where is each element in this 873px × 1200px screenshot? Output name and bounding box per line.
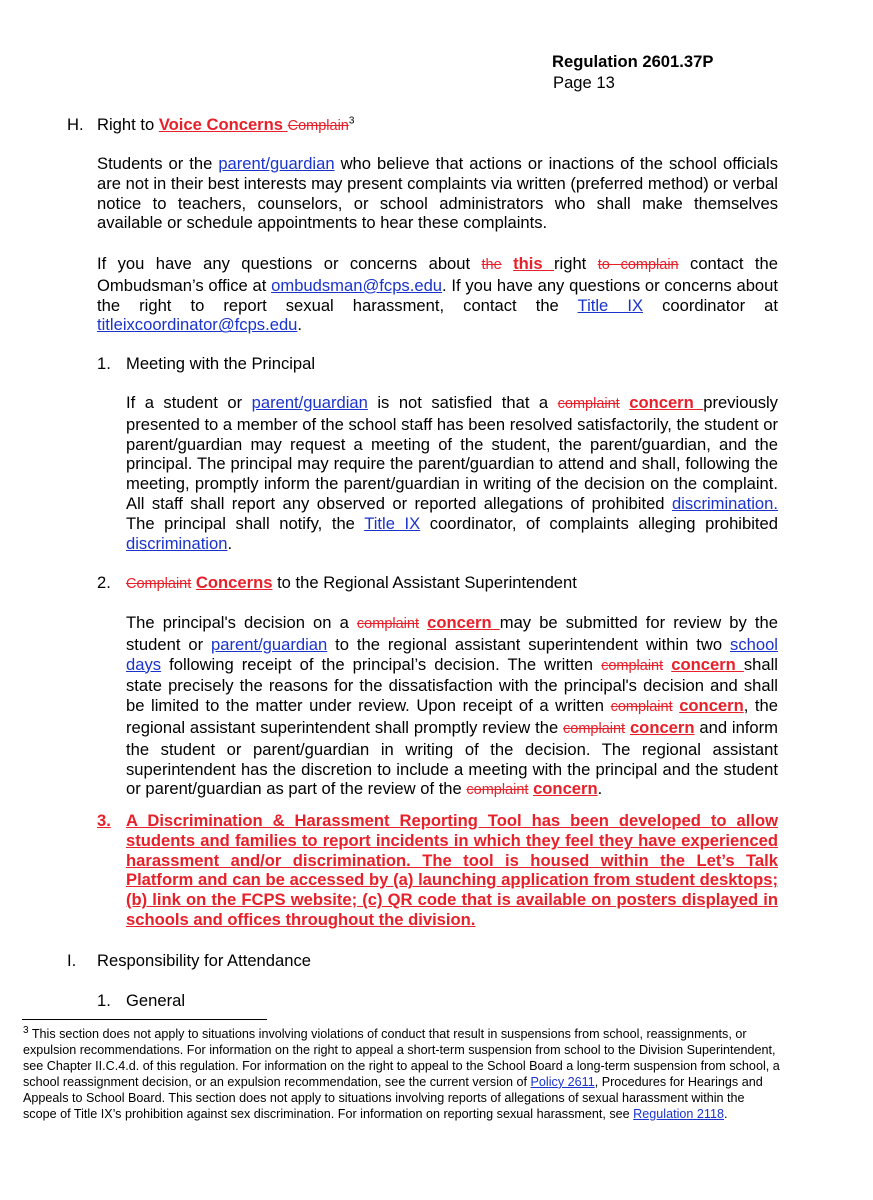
- text: .: [723, 1106, 728, 1121]
- item-2-number: 2.: [97, 573, 111, 592]
- section-i-sub-number: 1.: [97, 991, 111, 1010]
- regulation-number: Regulation 2601.37P: [552, 52, 714, 71]
- page-number: Page 13: [553, 73, 615, 92]
- deleted-text: Complain: [287, 118, 349, 134]
- inserted-text: concern: [427, 613, 500, 632]
- item-3-number: 3.: [97, 811, 111, 830]
- inserted-text: Voice Concerns: [158, 115, 288, 134]
- deleted-text: complaint: [466, 782, 529, 799]
- section-h-paragraph-1: [97, 154, 778, 233]
- parent-guardian-link[interactable]: parent/guardian: [211, 634, 328, 654]
- text: previously presented to a member of the school staff has been resolved satisfactorily, the student or parent/guardian may request a meeting of the student, the parent/guardian, and the principal. The principal may require the parent/guardian to attend and shall, following the meeting, promptly inform the parent/guardian in writing of the decision on the complaint. All staff shall report any observed or reported allegations of prohibited: [126, 393, 778, 513]
- text: Students or the: [97, 154, 219, 173]
- text: This section does not apply to situations involving violations of conduct that result in suspensions from school, reassignments, or expulsion recommendations. For information on the right to appeal a short-term suspension from school to the Division Superintendent, see Chapter II.C.4.d. of this regulation. For information on the right to appeal to the School Board a long-term suspension from school, a school reassignment decision, or an expulsion recommendation, see the current version of: [23, 1027, 780, 1089]
- footnote-marker: 3: [23, 1025, 29, 1036]
- item-2-title: [126, 573, 577, 593]
- policy-2611-link[interactable]: Policy 2611: [530, 1074, 595, 1089]
- section-i-sub-title: General: [126, 991, 186, 1010]
- title-ix-link[interactable]: Title IX: [364, 513, 421, 533]
- inserted-text: concern: [533, 779, 598, 799]
- deleted-text: complaint: [563, 720, 626, 737]
- parent-guardian-link[interactable]: parent/guardian: [251, 393, 368, 412]
- text: If you have any questions or concerns about: [97, 254, 482, 273]
- deleted-text: complaint: [557, 396, 620, 412]
- text: The principal shall notify, the: [126, 513, 365, 533]
- school-days-link[interactable]: school days: [126, 634, 778, 674]
- text: .: [227, 533, 233, 553]
- text: [419, 613, 427, 632]
- text: following receipt of the principal’s decision. The written: [161, 654, 602, 674]
- text: , the regional assistant superintendent shall promptly review the: [126, 696, 778, 737]
- text: [502, 254, 513, 273]
- section-h-paragraph-2: [97, 254, 778, 335]
- deleted-text: complaint: [356, 616, 419, 632]
- section-i-letter: I.: [67, 951, 77, 970]
- section-h-letter: H.: [67, 115, 84, 134]
- title-text: Right to: [97, 115, 159, 134]
- text: .: [297, 315, 303, 335]
- deleted-text: complaint: [601, 657, 664, 674]
- deleted-text: complaint: [610, 699, 673, 716]
- footnote-divider: [22, 1019, 267, 1020]
- section-i-title: Responsibility for Attendance: [97, 951, 312, 970]
- item-3-paragraph: A Discrimination & Harassment Reporting Tool has been developed to allow students and families to report incidents in which they feel they have experienced harassment and/or discrimination. The tool is housed within the Let’s Talk Platform and can be accessed by (a) launching application from student desktops; (b) link on the FCPS website; (c) QR code that is available on posters displayed in schools and offices throughout the division.: [126, 811, 778, 929]
- deleted-text: Complaint: [126, 576, 192, 592]
- section-h-title: [97, 115, 354, 135]
- inserted-text: concern: [629, 717, 695, 737]
- text: coordinator at: [643, 295, 778, 315]
- text: . If you have any questions or concerns about the right to report sexual harassment, contact the: [97, 275, 778, 315]
- ombudsman-email-link[interactable]: ombudsman@fcps.edu: [271, 275, 443, 295]
- inserted-text: concern: [629, 393, 704, 412]
- deleted-text: to complain: [597, 257, 679, 273]
- text: may be submitted for review by the student or: [126, 613, 778, 654]
- discrimination-link[interactable]: discrimination.: [671, 493, 778, 513]
- text: , Procedures for Hearings and Appeals to School Board. This section does not apply to situations involving reports of allegations of sexual harassment within the scope of Title IX’s prohibition against sex discrimination. For information on reporting sexual harassment, see: [23, 1074, 763, 1121]
- text: coordinator, of complaints alleging prohibited: [420, 513, 778, 533]
- inserted-text: this: [513, 254, 554, 273]
- item-2-paragraph: [126, 613, 778, 801]
- item-1-number: 1.: [97, 354, 111, 373]
- inserted-text: concern: [679, 696, 744, 716]
- text: contact the Ombudsman’s office at: [97, 254, 778, 295]
- text: [620, 393, 630, 412]
- text: If a student or: [126, 393, 252, 412]
- footnote: [23, 1023, 780, 1123]
- text: right: [554, 254, 598, 273]
- discrimination-link[interactable]: discrimination: [126, 533, 228, 553]
- text: to the Regional Assistant Superintendent: [272, 573, 577, 592]
- text: and inform the student or parent/guardian in writing of the decision. The regional assistant superintendent has the discretion to include a meeting with the principal and the student or parent/guardian as part of the review of the: [126, 717, 778, 799]
- footnote-ref[interactable]: 3: [348, 115, 355, 127]
- item-1-paragraph: [126, 393, 778, 553]
- text: shall state precisely the reasons for the dissatisfaction with the principal's decision and shall be limited to the matter under review. Upon receipt of a written: [126, 654, 778, 716]
- item-1-title: Meeting with the Principal: [126, 354, 316, 373]
- titleix-email-link[interactable]: titleixcoordinator@fcps.edu: [97, 315, 298, 335]
- inserted-text: Concerns: [195, 573, 273, 592]
- regulation-2118-link[interactable]: Regulation 2118: [633, 1106, 724, 1121]
- text: The principal's decision on a: [126, 613, 357, 632]
- text: .: [597, 779, 603, 799]
- deleted-text: the: [481, 257, 502, 273]
- text: to the regional assistant superintendent within two: [327, 634, 731, 654]
- parent-guardian-link[interactable]: parent/guardian: [218, 154, 335, 173]
- text: who believe that actions or inactions of the school officials are not in their best interests may present complaints via written (preferred method) or verbal notice to teachers, counselors, or school administrators who shall make themselves available or schedule appointments to hear these complaints.: [97, 154, 778, 233]
- title-ix-link[interactable]: Title IX: [577, 295, 644, 315]
- text: is not satisfied that a: [367, 393, 558, 412]
- inserted-text: concern: [671, 654, 744, 674]
